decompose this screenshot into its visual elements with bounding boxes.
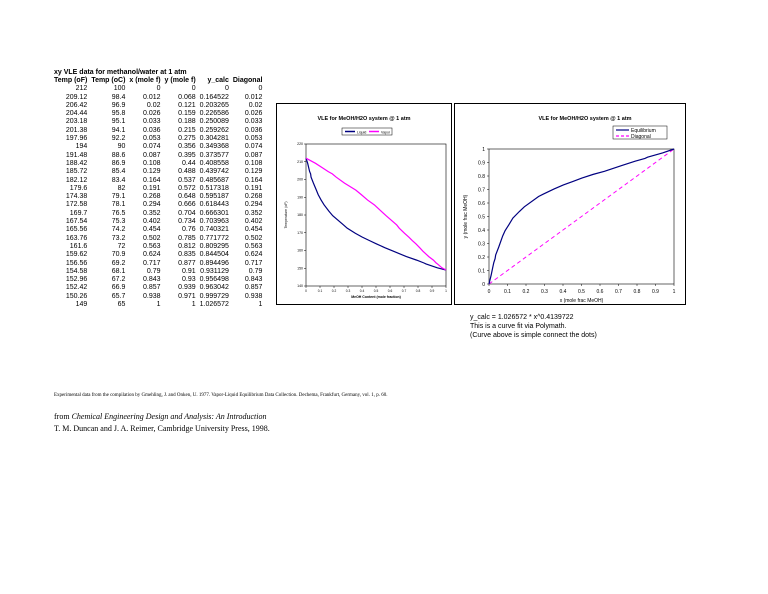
table-cell: 0.740321: [199, 226, 229, 234]
x-tick-label: 0.7: [401, 289, 407, 293]
book-title: Chemical Engineering Design and Analysis: An Introduction: [71, 412, 267, 421]
table-cell: 0.734: [178, 218, 196, 226]
table-cell: 0.595187: [199, 193, 229, 201]
table-cell: 0.087: [244, 151, 263, 159]
y-axis-label: y (mole frac MeOH): [463, 194, 469, 239]
vle-data-table: [52, 77, 264, 309]
table-cell: 0.956498: [199, 276, 229, 284]
table-cell: 0: [156, 85, 161, 93]
table-cell: 0.395: [178, 151, 196, 159]
table-cell: 86.9: [111, 159, 126, 167]
x-tick-label: 0.6: [387, 289, 393, 293]
table-cell: 179.6: [69, 184, 88, 192]
fit-equation: y_calc = 1.026572 * x^0.4139722: [470, 314, 574, 321]
table-cell: 0.012: [244, 93, 263, 101]
table-cell: 82: [117, 184, 126, 192]
y-tick-label: 220: [297, 142, 303, 147]
table-cell: 0.026: [143, 110, 161, 118]
table-cell: 0.053: [244, 135, 263, 143]
table-cell: 0.563: [143, 242, 161, 250]
legend-label-equilibrium: Equilibrium: [631, 128, 656, 134]
table-cell: 67.2: [111, 276, 126, 284]
y-axis-label: Temperature (oF): [284, 201, 288, 229]
table-cell: 0.517318: [199, 184, 229, 192]
citation-from: from: [54, 412, 70, 421]
table-row: [52, 284, 264, 292]
table-row: [52, 243, 264, 251]
table-row: [52, 160, 264, 168]
table-cell: 0.087: [143, 151, 161, 159]
y-tick-label: 180: [297, 213, 303, 218]
y-tick-label: 0.7: [478, 187, 485, 194]
y-tick-label: 150: [297, 266, 303, 271]
table-row: [52, 143, 264, 151]
x-tick-label: 0.8: [415, 289, 421, 293]
x-axis-label: x (mole frac MeOH): [559, 298, 604, 304]
table-cell: 156.56: [65, 259, 88, 267]
table-row: [52, 201, 264, 209]
table-cell: 1.026572: [199, 301, 229, 309]
table-cell: 0.036: [143, 126, 161, 134]
table-cell: 0.164: [244, 176, 263, 184]
table-cell: 0.771772: [199, 234, 229, 242]
table-cell: 0.537: [178, 176, 196, 184]
x-tick-label: 0.1: [504, 289, 511, 295]
y-tick-label: 0.3: [478, 241, 485, 248]
table-cell: 0.79: [248, 267, 263, 275]
table-cell: 191.48: [65, 151, 88, 159]
x-tick-label: 0.2: [331, 289, 337, 293]
table-cell: 0.159: [178, 110, 196, 118]
temperature-chart[interactable]: [276, 103, 452, 305]
table-cell: 0.294: [143, 201, 161, 209]
table-cell: 0.488: [178, 168, 196, 176]
table-cell: 0.624: [143, 251, 161, 259]
table-cell: 0.939: [178, 284, 196, 292]
table-cell: 0.454: [244, 226, 263, 234]
table-cell: 0.164: [143, 176, 161, 184]
table-cell: 0.188: [178, 118, 196, 126]
data-source: Experimental data from the compilation by Gmehling, J. and Onken, U. 1977. Vapor-Liquid Equilibrium Data Collection. Dechema, Frankfurt, Germany, vol. 1, p. 60.: [54, 393, 388, 398]
table-cell: 0.971: [178, 292, 196, 300]
table-cell: 0.402: [244, 218, 263, 226]
table-cell: 0.108: [143, 159, 161, 167]
table-cell: 0.618443: [199, 201, 229, 209]
table-cell: 174.38: [65, 193, 88, 201]
y-tick-label: 0.1: [478, 268, 485, 275]
x-tick-label: 0: [487, 289, 491, 295]
y-tick-label: 0.6: [478, 200, 485, 207]
table-cell: 0.074: [143, 143, 161, 151]
y-tick-label: 0.8: [478, 173, 485, 180]
table-cell: 167.54: [65, 218, 88, 226]
table-row: [52, 251, 264, 259]
table-row: [52, 102, 264, 110]
table-cell: 73.2: [111, 234, 126, 242]
table-cell: 0.648: [178, 193, 196, 201]
table-cell: 90: [117, 143, 126, 151]
table-cell: 68.1: [111, 267, 126, 275]
x-tick-label: 0.5: [578, 289, 585, 295]
table-row: [52, 110, 264, 118]
table-cell: 78.1: [111, 201, 126, 209]
table-cell: 0: [224, 85, 229, 93]
table-cell: 0.439742: [199, 168, 229, 176]
table-row: [52, 94, 264, 102]
table-cell: 188.42: [65, 159, 88, 167]
chart-title: VLE for MeOH/H2O system @ 1 atm: [317, 116, 411, 122]
table-cell: 161.6: [69, 242, 88, 250]
table-cell: 0.259262: [199, 126, 229, 134]
table-cell: 0.785: [178, 234, 196, 242]
table-cell: 203.18: [65, 118, 88, 126]
table-row: [52, 127, 264, 135]
table-cell: 0.666: [178, 201, 196, 209]
x-tick-label: 0: [305, 289, 307, 293]
table-cell: 0.352: [244, 209, 263, 217]
table-cell: 0.44: [182, 159, 196, 167]
table-cell: 0.857: [244, 284, 263, 292]
table-cell: 0.121: [178, 101, 196, 109]
book-authors: T. M. Duncan and J. A. Reimer, Cambridge University Press, 1998.: [54, 424, 270, 433]
table-row: [52, 210, 264, 218]
table-cell: 165.56: [65, 226, 88, 234]
table-cell: 96.9: [111, 101, 126, 109]
table-cell: 0.074: [244, 143, 263, 151]
y-tick-label: 0.5: [478, 214, 485, 221]
x-tick-label: 1: [672, 289, 676, 295]
xy-chart-svg: [455, 104, 685, 304]
table-cell: 150.26: [65, 292, 88, 300]
table-cell: 0.349368: [199, 143, 229, 151]
table-cell: 0.02: [248, 101, 263, 109]
table-cell: 65: [117, 301, 126, 309]
table-cell: 85.4: [111, 168, 126, 176]
table-cell: 0.717: [143, 259, 161, 267]
table-cell: 0.012: [143, 93, 161, 101]
table-row: [52, 168, 264, 176]
series-vapor-line: [306, 158, 446, 270]
table-cell: 194: [75, 143, 88, 151]
x-tick-label: 0.9: [429, 289, 435, 293]
table-cell: 1: [258, 301, 263, 309]
table-cell: 94.1: [111, 126, 126, 134]
table-cell: 0.894496: [199, 259, 229, 267]
table-cell: 0.843: [143, 276, 161, 284]
table-cell: 0.02: [146, 101, 161, 109]
equation-notes: [470, 313, 597, 340]
y-tick-label: 1: [482, 146, 485, 153]
table-cell: 169.7: [69, 209, 88, 217]
series-diagonal-line: [489, 149, 674, 284]
x-tick-label: 0.8: [633, 289, 641, 295]
table-cell: 0.275: [178, 135, 196, 143]
book-citation: [54, 412, 267, 421]
table-cell: 0.931129: [200, 267, 229, 275]
table-header-row: [52, 77, 264, 85]
temperature-chart-svg: [277, 104, 451, 304]
table-cell: 0.844504: [199, 251, 229, 259]
table-cell: 95.8: [111, 110, 126, 118]
table-cell: 0.026: [244, 110, 263, 118]
table-row: [52, 152, 264, 160]
table-cell: 204.44: [65, 110, 88, 118]
table-cell: 66.9: [111, 284, 126, 292]
table-cell: 0.563: [244, 242, 263, 250]
table-cell: 0.268: [143, 193, 161, 201]
y-tick-label: 200: [297, 177, 303, 182]
table-cell: 79.1: [111, 193, 126, 201]
table-row: [52, 260, 264, 268]
table-row: [52, 118, 264, 126]
table-row: [52, 276, 264, 284]
sheet-title: xy VLE data for methanol/water at 1 atm: [54, 69, 187, 76]
table-row: [52, 218, 264, 226]
fit-note: This is a curve fit via Polymath.: [470, 323, 567, 330]
table-cell: 0.191: [143, 184, 161, 192]
column-header: y (mole f): [164, 77, 196, 84]
table-cell: 0.036: [244, 126, 263, 134]
table-cell: 76.5: [111, 209, 126, 217]
table-row: [52, 268, 264, 276]
table-cell: 0.226586: [199, 110, 229, 118]
table-cell: 98.4: [111, 93, 126, 101]
table-cell: 83.4: [111, 176, 126, 184]
y-tick-label: 160: [297, 248, 303, 253]
column-header: Diagonal: [232, 77, 263, 84]
y-tick-label: 140: [297, 284, 303, 289]
column-header: y_calc: [207, 77, 229, 84]
x-tick-label: 0.5: [373, 289, 379, 293]
table-cell: 0.835: [178, 251, 196, 259]
table-cell: 0.108: [244, 159, 263, 167]
table-cell: 92.2: [111, 135, 126, 143]
x-tick-label: 0.4: [359, 289, 365, 293]
table-cell: 72: [117, 242, 126, 250]
table-cell: 0.809295: [199, 242, 229, 250]
table-cell: 0.704: [178, 209, 196, 217]
x-tick-label: 0.1: [317, 289, 323, 293]
table-row: [52, 135, 264, 143]
table-cell: 0.502: [143, 234, 161, 242]
table-cell: 0.502: [244, 234, 263, 242]
table-cell: 0.294: [244, 201, 263, 209]
table-cell: 0.129: [244, 168, 263, 176]
table-cell: 201.38: [65, 126, 88, 134]
table-cell: 65.7: [111, 292, 126, 300]
table-cell: 0.624: [244, 251, 263, 259]
table-cell: 197.96: [65, 135, 88, 143]
table-cell: 0.572: [178, 184, 196, 192]
table-cell: 88.6: [111, 151, 126, 159]
table-cell: 0.129: [143, 168, 161, 176]
table-cell: 70.9: [111, 251, 126, 259]
table-cell: 69.2: [111, 259, 126, 267]
table-cell: 0.963042: [199, 284, 229, 292]
table-cell: 75.3: [111, 218, 126, 226]
x-tick-label: 0.3: [345, 289, 351, 293]
table-cell: 0.356: [178, 143, 196, 151]
table-row: [52, 293, 264, 301]
table-cell: 163.76: [65, 234, 88, 242]
table-cell: 0.402: [143, 218, 161, 226]
y-tick-label: 170: [297, 230, 303, 235]
table-cell: 0.203265: [199, 101, 229, 109]
table-cell: 0.454: [143, 226, 161, 234]
table-cell: 0.91: [182, 267, 196, 275]
table-cell: 0.268: [244, 193, 263, 201]
table-cell: 0.79: [146, 267, 161, 275]
x-tick-label: 0.7: [615, 289, 622, 295]
table-cell: 0.938: [143, 292, 161, 300]
y-tick-label: 210: [297, 159, 303, 164]
table-cell: 182.12: [65, 176, 88, 184]
table-cell: 0.033: [143, 118, 161, 126]
table-cell: 0.938: [244, 292, 263, 300]
table-cell: 1: [191, 301, 196, 309]
table-cell: 74.2: [111, 226, 126, 234]
table-cell: 0.666301: [199, 209, 229, 217]
table-cell: 0.843: [244, 276, 263, 284]
table-row: [52, 301, 264, 309]
table-cell: 152.42: [65, 284, 88, 292]
chart-title: VLE for MeOH/H2O system @ 1 atm: [538, 116, 632, 122]
table-cell: 0.191: [244, 184, 263, 192]
y-tick-label: 0.4: [478, 227, 485, 234]
xy-chart[interactable]: [454, 103, 686, 305]
table-row: [52, 235, 264, 243]
table-cell: 154.58: [65, 267, 88, 275]
table-row: [52, 185, 264, 193]
x-tick-label: 0.3: [541, 289, 548, 295]
table-cell: 0.164522: [199, 93, 229, 101]
column-header: Temp (oF): [54, 77, 88, 84]
x-axis-label: MeOH Content (mole fraction): [351, 295, 401, 299]
column-header: Temp (oC): [91, 77, 126, 84]
table-cell: 100: [113, 85, 126, 93]
y-tick-label: 190: [297, 195, 303, 200]
column-header: x (mole f): [129, 77, 161, 84]
table-cell: 159.62: [65, 251, 88, 259]
table-cell: 0: [258, 85, 263, 93]
table-cell: 0.93: [182, 276, 196, 284]
table-cell: 95.1: [111, 118, 126, 126]
table-cell: 0: [191, 85, 196, 93]
x-tick-label: 0.6: [596, 289, 604, 295]
table-row: [52, 193, 264, 201]
table-cell: 0.717: [244, 259, 263, 267]
table-cell: 0.703963: [199, 218, 229, 226]
table-cell: 0.857: [143, 284, 161, 292]
table-cell: 149: [75, 301, 88, 309]
table-cell: 0.408558: [199, 159, 229, 167]
x-tick-label: 0.4: [559, 289, 567, 295]
table-row: [52, 177, 264, 185]
x-tick-label: 1: [445, 289, 447, 293]
table-cell: 1: [156, 301, 161, 309]
table-cell: 0.352: [143, 209, 161, 217]
plot-area: [306, 144, 446, 286]
table-cell: 0.068: [178, 93, 196, 101]
table-cell: 0.76: [182, 226, 196, 234]
table-cell: 0.033: [244, 118, 263, 126]
table-cell: 206.42: [65, 101, 88, 109]
y-tick-label: 0.9: [478, 160, 485, 167]
table-row: [52, 85, 264, 93]
curve-note: (Curve above is simple connect the dots): [470, 332, 597, 339]
x-tick-label: 0.9: [652, 289, 659, 295]
legend-label-vapor: Vapor: [381, 130, 391, 135]
table-cell: 0.304281: [199, 135, 229, 143]
legend-label-diagonal: Diagonal: [631, 134, 651, 140]
table-cell: 212: [75, 85, 88, 93]
x-tick-label: 0.2: [522, 289, 530, 295]
y-tick-label: 0: [482, 281, 485, 288]
table-cell: 0.373577: [199, 151, 229, 159]
table-cell: 0.877: [178, 259, 196, 267]
table-cell: 152.96: [65, 276, 88, 284]
table-cell: 0.250089: [199, 118, 229, 126]
y-tick-label: 0.2: [478, 254, 485, 261]
legend-label-liquid: Liquid: [357, 130, 367, 135]
table-cell: 0.215: [178, 126, 196, 134]
table-cell: 185.72: [65, 168, 88, 176]
table-cell: 209.12: [65, 93, 88, 101]
table-row: [52, 226, 264, 234]
table-cell: 0.485687: [199, 176, 229, 184]
table-cell: 0.812: [178, 242, 196, 250]
table-cell: 0.999729: [199, 292, 229, 300]
table-cell: 0.053: [143, 135, 161, 143]
table-cell: 172.58: [65, 201, 88, 209]
